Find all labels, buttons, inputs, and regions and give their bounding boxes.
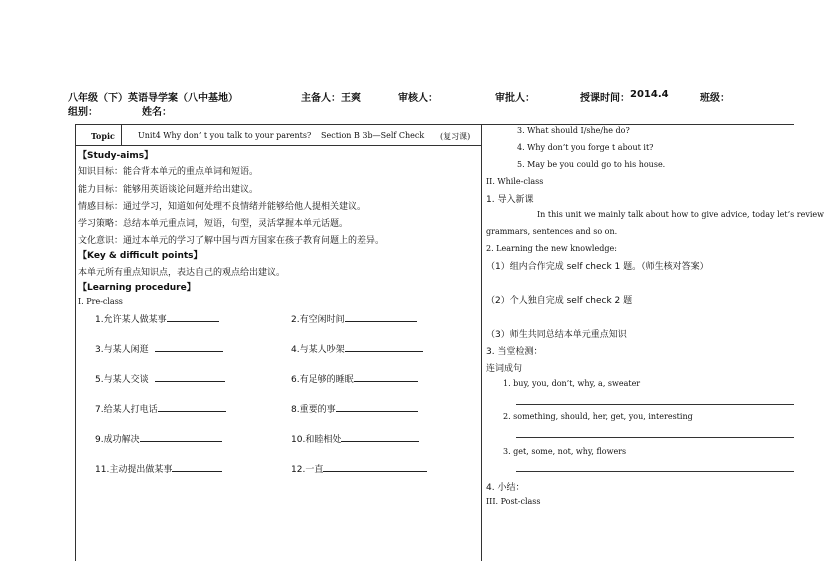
phrase-item-3: 3.与某人闲逛	[95, 342, 223, 355]
phrase-item-4: 4.与某人吵架	[291, 342, 423, 355]
phrase-item-11: 11.主动提出做某事	[95, 462, 222, 475]
topic-cell-divider	[121, 124, 122, 145]
while-class-heading: II. While-class	[486, 177, 544, 186]
study-aims-heading: 【Study-aims】	[78, 151, 154, 161]
phrase-item-1: 1.允许某人做某事	[95, 312, 219, 325]
answer-blank[interactable]	[345, 313, 417, 322]
answer-blank[interactable]	[172, 463, 222, 472]
topic-unit: Unit4 Why don’ t you talk to your parents?	[138, 131, 312, 140]
reviewer-label: 审核人：	[398, 93, 438, 104]
answer-blank[interactable]	[155, 343, 223, 352]
topic-review: (复习课)	[440, 132, 471, 141]
key-points-text: 本单元所有重点知识点，表达自己的观点给出建议。	[78, 268, 286, 278]
sentence-prompt-1: 1. buy, you, don’t, why, a, sweater	[503, 379, 641, 388]
pre-class-heading: I. Pre-class	[78, 297, 123, 306]
key-points-heading: 【Key & difficult points】	[78, 251, 203, 261]
lesson-time-label: 授课时间：	[580, 93, 630, 104]
question-3: 3. What should I/she/he do?	[517, 126, 630, 135]
aim-knowledge: 知识目标：能合背本单元的重点单词和短语。	[78, 167, 259, 177]
lesson-time-value: 2014.4	[630, 89, 669, 100]
name-label: 姓名：	[142, 107, 172, 118]
topic-row-border	[75, 145, 481, 146]
preparer-label: 主备人：王爽	[301, 93, 361, 104]
answer-blank[interactable]	[345, 343, 423, 352]
table-left-border	[75, 124, 76, 561]
class-test-heading: 3. 当堂检测：	[486, 347, 543, 357]
intro-text-line-1: In this unit we mainly talk about how to give advice, today let’s review	[537, 210, 824, 219]
answer-blank[interactable]	[155, 373, 225, 382]
phrase-item-7: 7.给某人打电话	[95, 402, 226, 415]
answer-blank[interactable]	[167, 313, 219, 322]
aim-strategy: 学习策略：总结本单元重点词，短语，句型，灵活掌握本单元话题。	[78, 219, 349, 229]
class-label: 班级：	[700, 93, 730, 104]
phrase-item-9: 9.成功解决	[95, 432, 222, 445]
topic-section: Section B 3b—Self Check	[321, 131, 425, 140]
intro-text-line-2: grammars, sentences and so on.	[486, 227, 618, 236]
task-2: （2）个人独自完成 self check 2 题	[486, 296, 633, 306]
phrase-item-5: 5.与某人交谈	[95, 372, 225, 385]
group-label: 组别：	[68, 107, 98, 118]
aim-culture: 文化意识：通过本单元的学习了解中国与西方国家在孩子教育问题上的差异。	[78, 236, 385, 246]
answer-blank[interactable]	[323, 463, 427, 472]
answer-blank[interactable]	[354, 373, 418, 382]
question-4: 4. Why don’t you forge t about it?	[517, 143, 654, 152]
approver-label: 审批人：	[495, 93, 535, 104]
sentence-prompt-3: 3. get, some, not, why, flowers	[503, 447, 627, 456]
phrase-item-6: 6.有足够的睡眠	[291, 372, 418, 385]
topic-label: Topic	[91, 131, 115, 141]
answer-blank[interactable]	[341, 433, 419, 442]
post-class-heading: III. Post-class	[486, 497, 541, 506]
answer-blank[interactable]	[140, 433, 222, 442]
learning-new-heading: 2. Learning the new knowledge:	[486, 244, 617, 253]
answer-blank[interactable]	[336, 403, 418, 412]
task-3: （3）师生共同总结本单元重点知识	[486, 330, 627, 340]
question-5: 5. May be you could go to his house.	[517, 160, 666, 169]
phrase-item-10: 10.和睦相处	[291, 432, 419, 445]
sentence-prompt-2: 2. something, should, her, get, you, interesting	[503, 412, 693, 421]
column-divider	[481, 124, 482, 561]
aim-ability: 能力目标：能够用英语谈论问题并给出建议。	[78, 185, 259, 195]
table-top-border	[75, 124, 794, 125]
phrase-item-12: 12.一直	[291, 462, 427, 475]
intro-heading: 1. 导入新课	[486, 195, 534, 205]
document-title: 八年级（下）英语导学案（八中基地）	[68, 93, 238, 104]
answer-line-2[interactable]	[516, 437, 794, 438]
phrase-item-2: 2.有空闲时间	[291, 312, 417, 325]
answer-line-1[interactable]	[516, 404, 794, 405]
make-sentences-heading: 连词成句	[486, 364, 523, 374]
answer-blank[interactable]	[158, 403, 226, 412]
phrase-item-8: 8.重要的事	[291, 402, 418, 415]
summary-heading: 4. 小结：	[486, 483, 525, 493]
task-1: （1）组内合作完成 self check 1 题。（师生核对答案）	[486, 262, 709, 272]
aim-emotion: 情感目标：通过学习，知道如何处理不良情绪并能够给他人提相关建议。	[78, 202, 367, 212]
answer-line-3[interactable]	[516, 471, 794, 472]
procedure-heading: 【Learning procedure】	[78, 283, 196, 293]
